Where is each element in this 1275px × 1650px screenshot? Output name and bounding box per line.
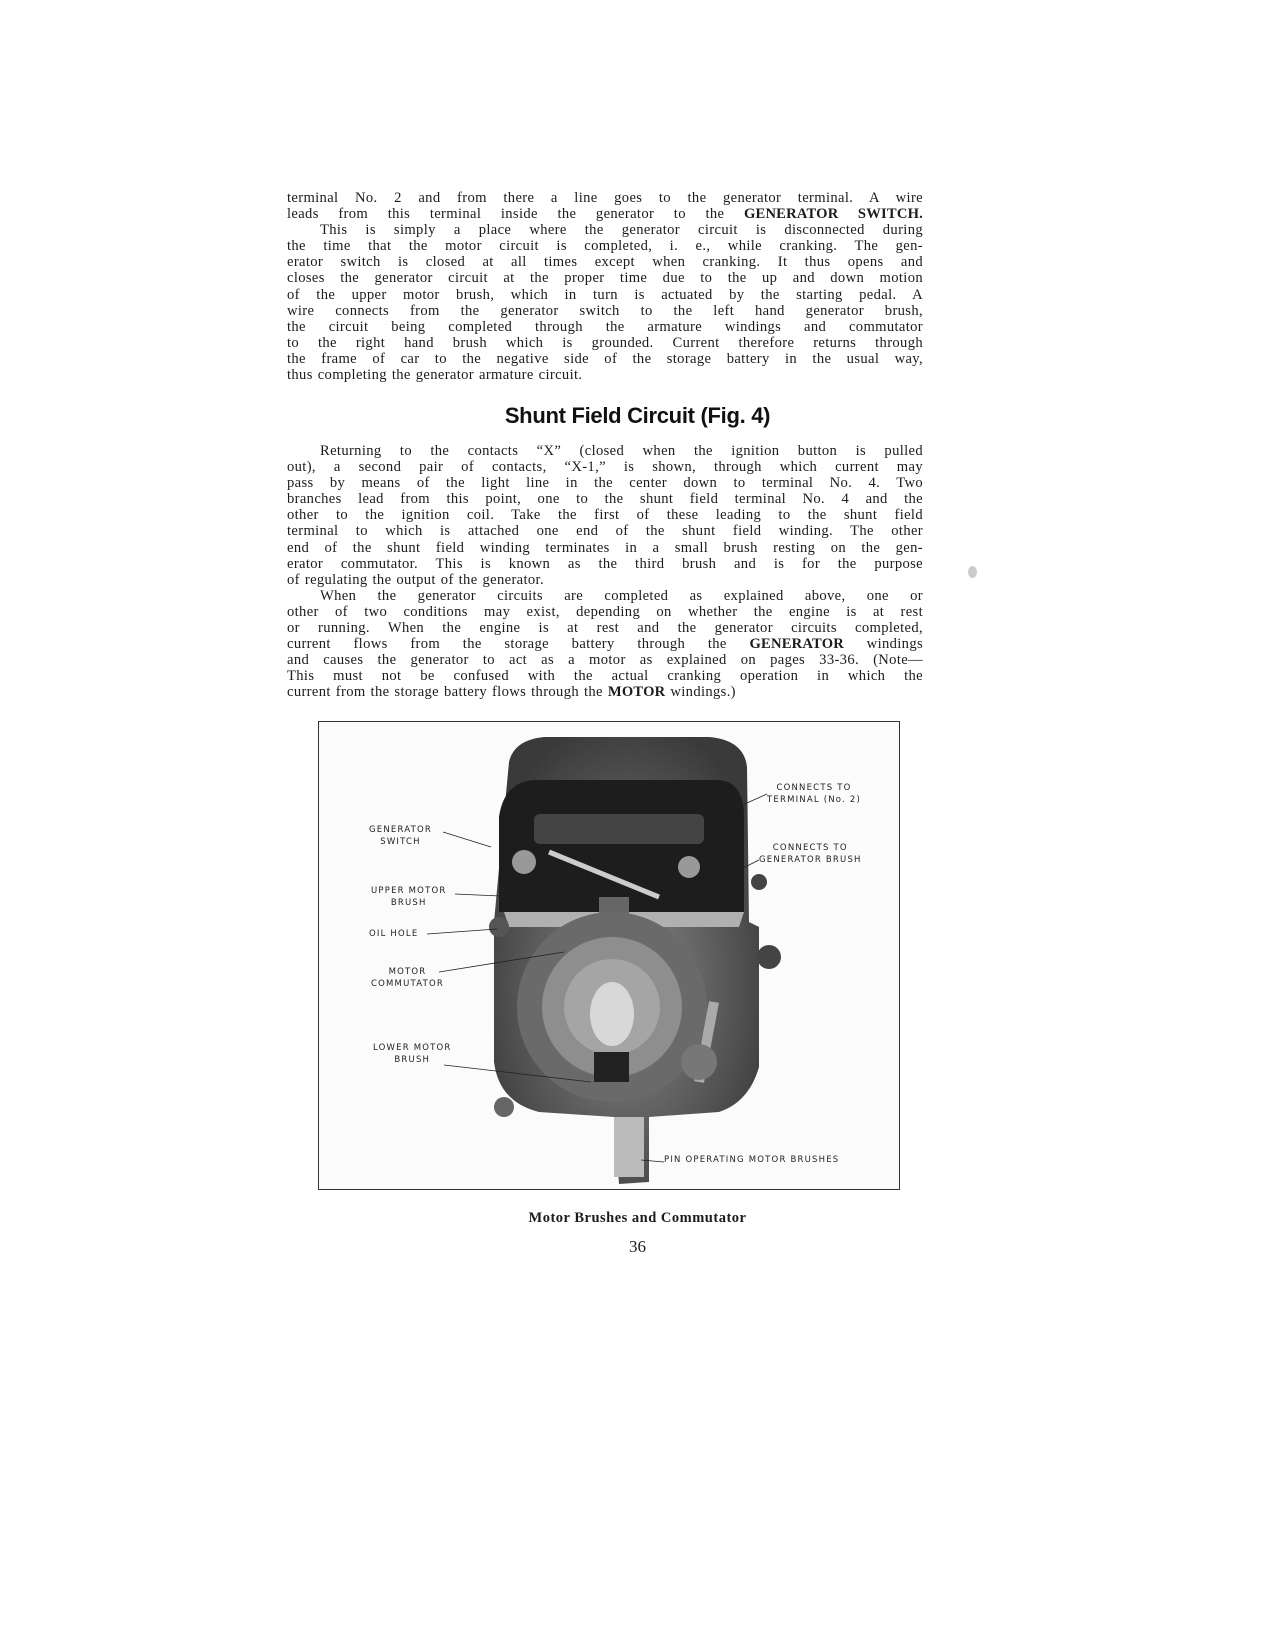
text-line xyxy=(287,335,923,351)
text-run: erator commutator. This is known as the third brush and is for the purpose xyxy=(287,555,923,572)
text-run: current flows from the storage battery through the xyxy=(287,636,750,653)
text-run: the circuit being completed through the armature windings and commutator xyxy=(287,318,923,335)
text-line xyxy=(287,540,923,556)
text-line xyxy=(287,222,923,238)
text-line xyxy=(287,270,923,286)
text-run: closes the generator circuit at the proper time due to the up and down motion xyxy=(287,270,923,287)
text-line xyxy=(287,668,923,684)
text-line xyxy=(287,684,923,700)
text-run: end of the shunt field winding terminates in a small brush resting on the gen- xyxy=(287,539,923,556)
text-line xyxy=(287,523,923,539)
text-line xyxy=(287,620,923,636)
text-line xyxy=(287,507,923,523)
text-line xyxy=(287,588,923,604)
page-number: 36 xyxy=(629,1237,646,1256)
label-motor-commutator: MOTOR COMMUTATOR xyxy=(371,967,444,989)
label-pin-operating: PIN OPERATING MOTOR BRUSHES xyxy=(664,1155,840,1165)
text-run: windings xyxy=(843,636,923,653)
text-line xyxy=(287,367,923,383)
text-run: to the right hand brush which is grounded. Current therefore returns through xyxy=(287,334,923,351)
text-run: of the upper motor brush, which in turn is actuated by the starting pedal. A xyxy=(287,286,923,303)
text-line xyxy=(287,238,923,254)
text-line xyxy=(287,636,923,652)
text-line xyxy=(287,652,923,668)
section-heading: Shunt Field Circuit (Fig. 4) xyxy=(504,403,771,428)
text-line xyxy=(287,319,923,335)
text-run: current from the storage battery flows through the xyxy=(287,684,608,701)
text-line xyxy=(287,254,923,270)
text-line xyxy=(287,491,923,507)
bold-term: GENERATOR xyxy=(749,636,844,653)
text-line xyxy=(287,351,923,367)
text-line xyxy=(287,303,923,319)
figure-motor-brushes xyxy=(318,721,900,1190)
text-run: terminal No. 2 and from there a line goes to the generator terminal. A wire xyxy=(287,190,923,206)
body-text-bottom xyxy=(287,443,923,701)
label-upper-motor-brush: UPPER MOTOR BRUSH xyxy=(371,886,447,908)
label-connects-terminal: CONNECTS TO TERMINAL (No. 2) xyxy=(767,783,861,805)
text-run: When the generator circuits are completed as explained above, one or xyxy=(320,587,923,604)
text-run: windings.) xyxy=(665,684,736,701)
text-run: or running. When the engine is at rest and the generator circuits completed, xyxy=(287,620,923,637)
text-run: This is simply a place where the generator circuit is disconnected during xyxy=(320,222,923,239)
figure-caption: Motor Brushes and Commutator xyxy=(528,1210,747,1226)
text-run: out), a second pair of contacts, “X-1,” is shown, through which current may xyxy=(287,459,923,476)
text-run: branches lead from this point, one to the shunt field terminal No. 4 and the xyxy=(287,491,923,508)
text-line xyxy=(287,556,923,572)
body-text-top xyxy=(287,190,923,383)
text-line xyxy=(287,287,923,303)
text-run: terminal to which is attached one end of the shunt field winding. The other xyxy=(287,523,923,540)
bold-term: GENERATOR SWITCH. xyxy=(743,206,923,223)
text-line xyxy=(287,604,923,620)
text-line xyxy=(287,459,923,475)
text-run: This must not be confused with the actual cranking operation in which the xyxy=(287,668,923,685)
text-line xyxy=(287,572,923,588)
text-run: the frame of car to the negative side of the storage battery in the usual way, xyxy=(287,350,923,367)
text-run: the time that the motor circuit is completed, i. e., while cranking. The gen- xyxy=(287,238,923,255)
text-run: and causes the generator to act as a motor as explained on pages 33-36. (Note— xyxy=(287,652,923,669)
text-line xyxy=(287,475,923,491)
text-run: Returning to the contacts “X” (closed when the ignition button is pulled xyxy=(320,443,923,459)
label-connects-generator-brush: CONNECTS TO GENERATOR BRUSH xyxy=(759,843,862,865)
text-run: wire connects from the generator switch to the left hand generator brush, xyxy=(287,302,923,319)
text-line xyxy=(287,190,923,206)
text-run: of regulating the output of the generator. xyxy=(287,571,544,588)
label-lower-motor-brush: LOWER MOTOR BRUSH xyxy=(373,1043,452,1065)
label-oil-hole: OIL HOLE xyxy=(369,929,419,939)
text-run: other to the ignition coil. Take the first of these leading to the shunt field xyxy=(287,507,923,524)
text-run: pass by means of the light line in the center down to terminal No. 4. Two xyxy=(287,475,923,492)
bold-term: MOTOR xyxy=(607,684,666,701)
text-run: leads from this terminal inside the generator to the xyxy=(287,206,744,223)
text-line xyxy=(287,206,923,222)
text-run: erator switch is closed at all times except when cranking. It thus opens and xyxy=(287,254,923,271)
text-run: other of two conditions may exist, depending on whether the engine is at rest xyxy=(287,603,923,620)
scan-speck xyxy=(968,566,977,578)
label-generator-switch: GENERATOR SWITCH xyxy=(369,825,432,847)
text-run: thus completing the generator armature circuit. xyxy=(287,367,583,384)
text-line xyxy=(287,443,923,459)
